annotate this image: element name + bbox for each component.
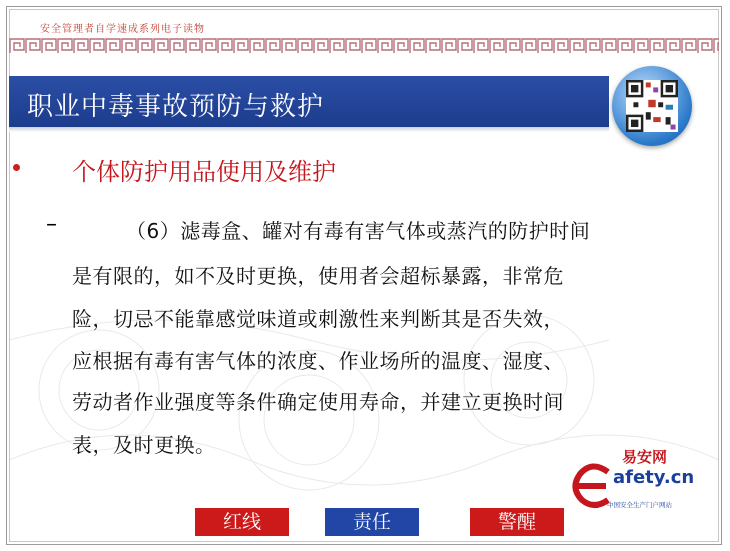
title-shadow (9, 127, 609, 132)
title-bar (9, 76, 609, 128)
qr-code-icon (626, 80, 678, 132)
body-text-line: 险，切忌不能靠感觉味道或刺激性来判断其是否失效， (72, 307, 564, 331)
body-text-line: （6）滤毒盒、罐对有毒有害气体或蒸汽的防护时间 (126, 219, 591, 243)
bullet-dot-icon (13, 164, 20, 171)
logo-cn-name: 易安网 (622, 448, 668, 466)
series-header: 安全管理者自学速成系列电子读物 (40, 24, 205, 35)
tag-responsibility: 责任 (325, 508, 419, 536)
logo-tagline: 中国安全生产门户网站 (607, 501, 672, 509)
page-title: 职业中毒事故预防与救护 (27, 92, 325, 122)
body-text-line: 表，及时更换。 (72, 433, 216, 457)
greek-key-border (9, 38, 719, 54)
bullet-heading: 个体防护用品使用及维护 (72, 158, 336, 186)
tag-red-line: 红线 (195, 508, 289, 536)
safety-cn-logo (570, 448, 720, 520)
dash-marker: – (46, 212, 57, 237)
body-text-line: 应根据有毒有害气体的浓度、作业场所的温度、湿度、 (72, 349, 564, 373)
body-text-line: 劳动者作业强度等条件确定使用寿命，并建立更换时间 (72, 390, 564, 414)
qr-badge (612, 66, 692, 146)
logo-domain: afety.cn (613, 467, 695, 488)
body-text-line: 是有限的，如不及时更换，使用者会超标暴露，非常危 (72, 264, 564, 288)
tag-alert: 警醒 (470, 508, 564, 536)
